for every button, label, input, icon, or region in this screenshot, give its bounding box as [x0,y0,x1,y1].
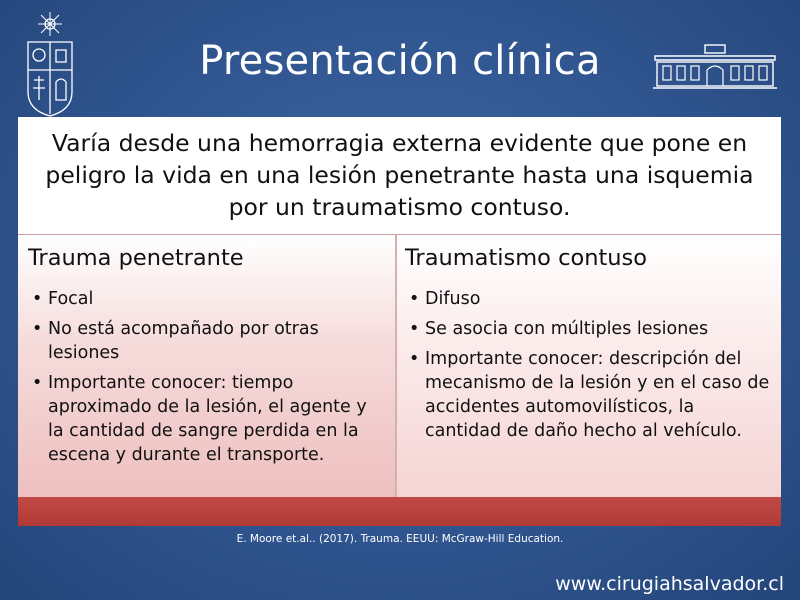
citation-text: E. Moore et.al.. (2017). Trauma. EEUU: McGraw-Hill Education. [236,533,564,545]
intro-text-box [18,117,781,234]
decorative-band [18,497,781,526]
penetrating-trauma-heading: Trauma penetrante [28,245,244,271]
list-item: • Difuso [405,287,771,311]
penetrating-trauma-list [28,287,385,467]
list-item: • No está acompañado por otras lesiones [28,317,385,365]
list-item: • Se asocia con múltiples lesiones [405,317,771,341]
comparison-columns [18,234,781,498]
intro-text: Varía desde una hemorragia externa evidente que pone en peligro la vida en una lesión penetrante hasta una isquemia por un traumatismo contuso. [45,129,754,221]
blunt-trauma-heading: Traumatismo contuso [405,245,648,271]
list-item: • Importante conocer: descripción del mecanismo de la lesión y en el caso de accidentes automovilísticos, la cantidad de daño hecho al vehículo. [405,347,771,443]
website-link[interactable]: www.cirugiahsalvador.cl [555,573,784,595]
list-item: • Importante conocer: tiempo aproximado de la lesión, el agente y la cantidad de sangre perdida en la escena y durante el transporte. [28,371,385,467]
penetrating-trauma-column [18,235,397,498]
blunt-trauma-list [405,287,771,443]
list-item: • Focal [28,287,385,311]
slide-title: Presentación clínica [199,38,601,84]
blunt-trauma-column [397,235,781,498]
